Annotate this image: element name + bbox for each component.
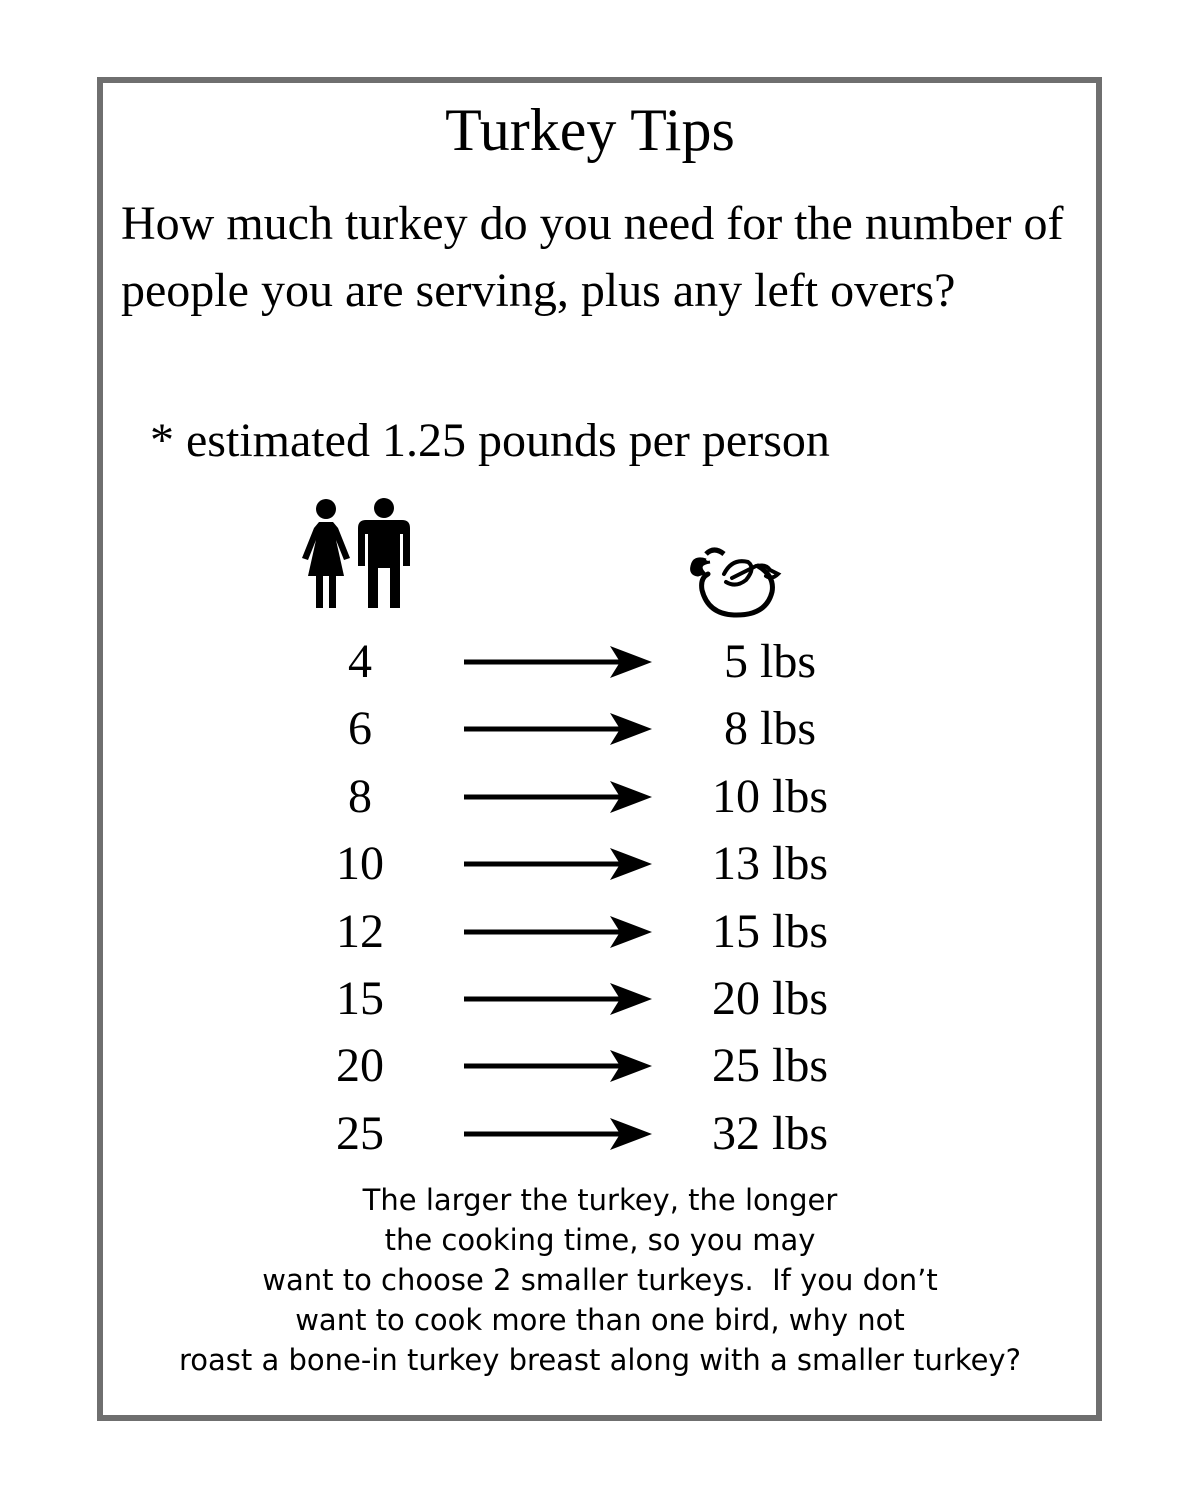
people-icon	[298, 498, 414, 612]
footer-line: the cooking time, so you may	[384, 1223, 816, 1257]
people-count: 8	[348, 769, 372, 823]
arrow-right-icon	[460, 1114, 660, 1154]
arrow-right-icon	[460, 844, 660, 884]
people-count: 6	[348, 702, 372, 756]
turkey-weight: 10 lbs	[711, 769, 828, 823]
people-count: 4	[348, 635, 372, 688]
question-text: How much turkey do you need for the number of people you are serving, plus any left overs?	[121, 197, 1064, 317]
footer-line: want to cook more than one bird, why not	[295, 1303, 905, 1337]
footer-line: roast a bone-in turkey breast along with a smaller turkey?	[178, 1343, 1021, 1377]
turkey-weight: 15 lbs	[711, 904, 828, 958]
turkey-weight: 8 lbs	[723, 702, 816, 756]
turkey-weight: 20 lbs	[711, 972, 828, 1025]
table-row	[0, 695, 1200, 763]
arrow-right-icon	[460, 777, 660, 817]
arrow-right-icon	[460, 709, 660, 749]
people-count: 12	[336, 904, 384, 958]
turkey-icon	[686, 544, 782, 618]
arrow-right-icon	[460, 979, 660, 1019]
people-count: 10	[336, 837, 384, 891]
estimate-note: * estimated 1.25 pounds per person	[150, 414, 830, 467]
arrow-right-icon	[460, 642, 660, 682]
people-count: 25	[336, 1106, 384, 1160]
table-row	[0, 1100, 1200, 1168]
table-row	[0, 830, 1200, 898]
table-row	[0, 1032, 1200, 1100]
arrow-right-icon	[460, 1046, 660, 1086]
turkey-weight: 32 lbs	[711, 1106, 828, 1160]
people-count: 15	[336, 972, 384, 1025]
table-row	[0, 628, 1200, 696]
table-row	[0, 898, 1200, 966]
turkey-weight: 13 lbs	[711, 837, 828, 891]
table-row	[0, 965, 1200, 1033]
page-title: Turkey Tips	[445, 97, 735, 163]
footer-line: want to choose 2 smaller turkeys. If you don’t	[262, 1263, 938, 1297]
turkey-weight: 5 lbs	[723, 635, 816, 688]
turkey-weight: 25 lbs	[711, 1039, 828, 1093]
footer-line: The larger the turkey, the longer	[362, 1183, 838, 1217]
footer-text	[0, 1180, 1200, 1380]
people-count: 20	[336, 1039, 384, 1093]
arrow-right-icon	[460, 912, 660, 952]
table-row	[0, 763, 1200, 831]
